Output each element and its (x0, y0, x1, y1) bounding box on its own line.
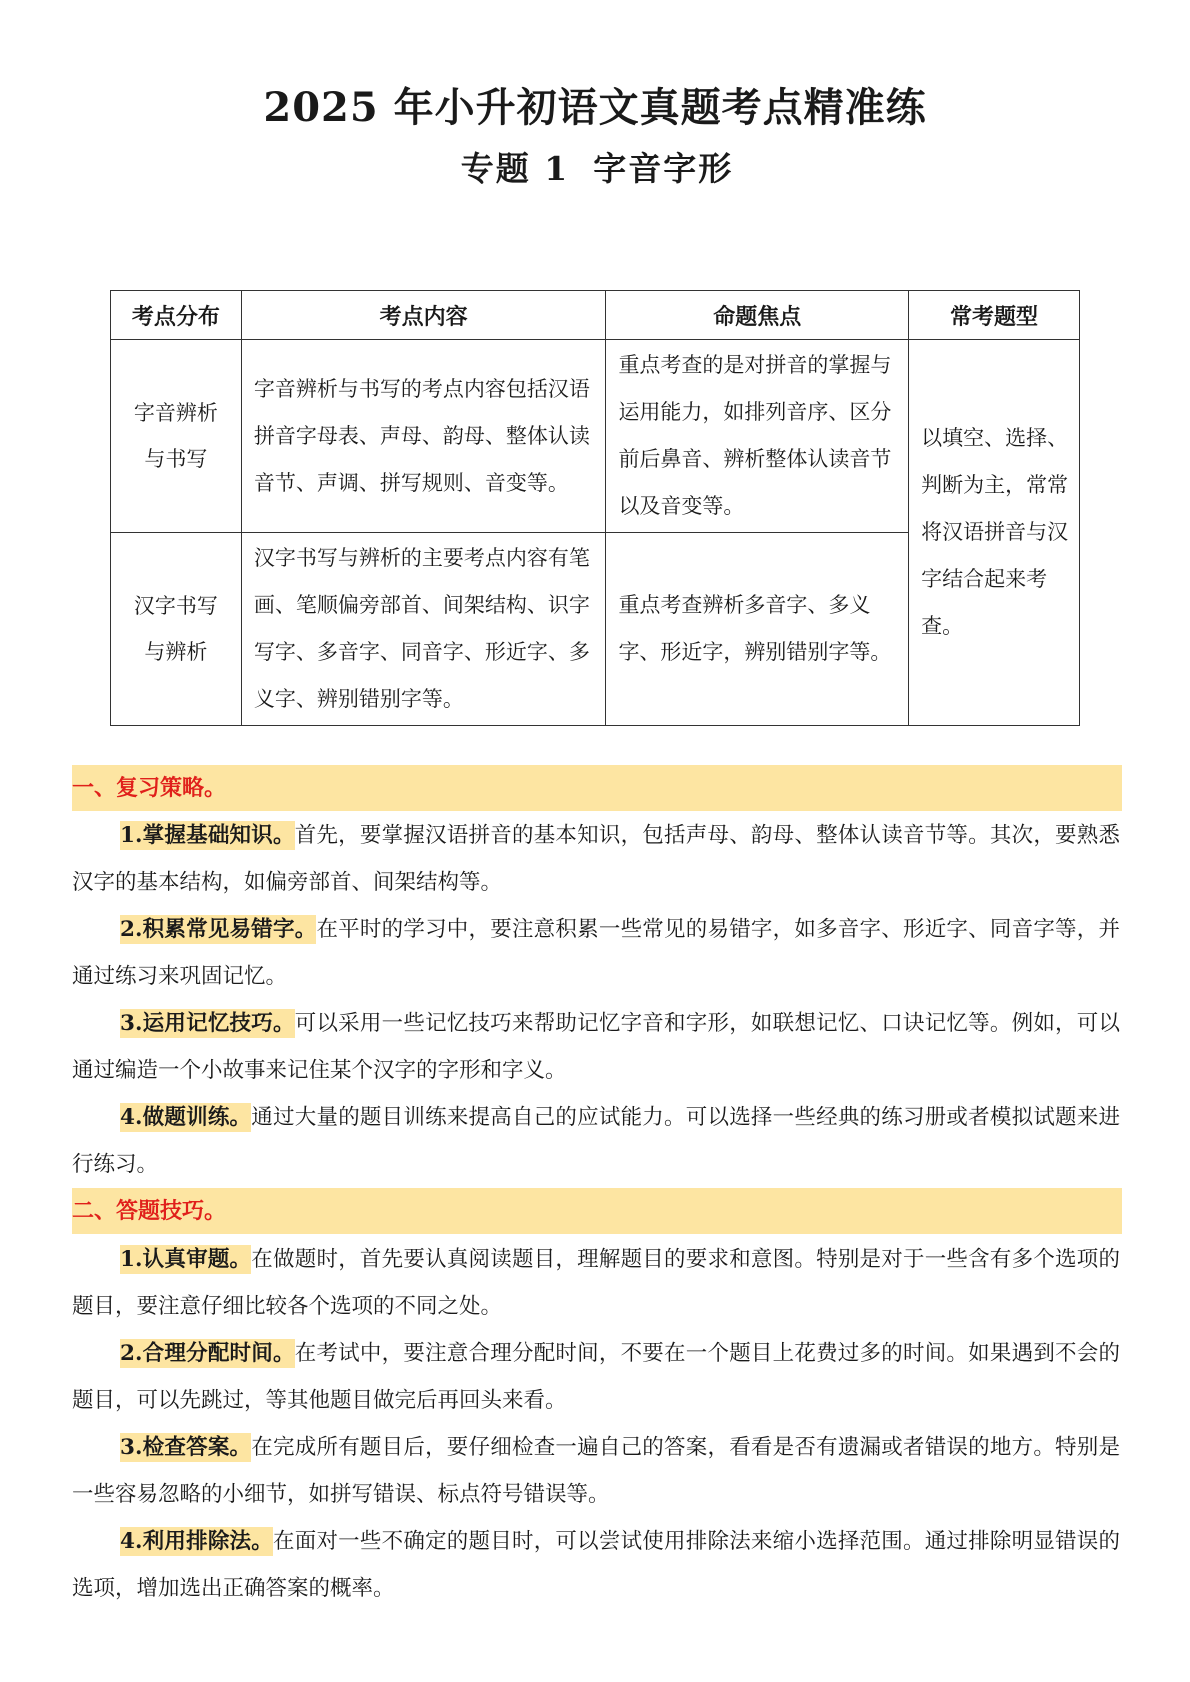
paragraph-lead: 3.运用记忆技巧。 (120, 1011, 295, 1036)
table-header-cell: 命题焦点 (606, 291, 909, 340)
exam-points-table (110, 290, 1080, 726)
paragraph (72, 1330, 1120, 1424)
paragraph (72, 1000, 1120, 1094)
paragraph (72, 1094, 1120, 1188)
table-header-row (111, 291, 1080, 340)
category-cell (111, 340, 242, 533)
category-line: 字音辨析 (133, 401, 218, 425)
paragraph (72, 1236, 1120, 1330)
page-title: 2025 年小升初语文真题考点精准练 (263, 84, 927, 131)
table-row (111, 340, 1080, 533)
section-heading-review: 一、复习策略。 (72, 765, 1122, 811)
focus-cell: 重点考查辨析多音字、多义字、形近字，辨别错别字等。 (606, 533, 909, 726)
table-header-cell: 常考题型 (909, 291, 1080, 340)
paragraph-text: 在考试中，要注意合理分配时间，不要在一个题目上花费过多的时间。如果遇到不会的题目，可以先跳过，等其他题目做完后再回头来看。 (72, 1341, 1120, 1413)
subtitle-prefix: 专题 1 (460, 149, 570, 188)
paragraph-text: 在面对一些不确定的题目时，可以尝试使用排除法来缩小选择范围。通过排除明显错误的选项，增加选出正确答案的概率。 (72, 1529, 1120, 1601)
content-cell: 字音辨析与书写的考点内容包括汉语拼音字母表、声母、韵母、整体认读音节、声调、拼写规则、音变等。 (241, 340, 606, 533)
table-header-cell: 考点内容 (241, 291, 606, 340)
paragraph-lead: 1.掌握基础知识。 (120, 823, 295, 848)
paragraph (72, 812, 1120, 906)
paragraph (72, 906, 1120, 1000)
content-cell: 汉字书写与辨析的主要考点内容有笔画、笔顺偏旁部首、间架结构、识字写字、多音字、同音字、形近字、多义字、辨别错别字等。 (241, 533, 606, 726)
question-types-cell: 以填空、选择、判断为主，常常将汉语拼音与汉字结合起来考查。 (909, 340, 1080, 726)
paragraph-lead: 4.利用排除法。 (120, 1529, 274, 1554)
paragraph-text: 首先，要掌握汉语拼音的基本知识，包括声母、韵母、整体认读音节等。其次，要熟悉汉字的基本结构，如偏旁部首、间架结构等。 (72, 823, 1120, 895)
paragraph (72, 1424, 1120, 1518)
table-header-cell: 考点分布 (111, 291, 242, 340)
subtitle-topic: 字音字形 (593, 149, 734, 188)
section-heading-tips: 二、答题技巧。 (72, 1188, 1122, 1234)
focus-cell: 重点考查的是对拼音的掌握与运用能力，如排列音序、区分前后鼻音、辨析整体认读音节以及音变等。 (606, 340, 909, 533)
paragraph-lead: 3.检查答案。 (120, 1435, 252, 1460)
paragraph-lead: 4.做题训练。 (120, 1105, 252, 1130)
paragraph (72, 1518, 1120, 1612)
category-line: 与辨析 (144, 640, 208, 664)
category-line: 与书写 (144, 447, 208, 471)
page-subtitle (0, 143, 1190, 190)
paragraph-text: 在平时的学习中，要注意积累一些常见的易错字，如多音字、形近字、同音字等，并通过练习来巩固记忆。 (72, 917, 1120, 989)
paragraph-text: 在做题时，首先要认真阅读题目，理解题目的要求和意图。特别是对于一些含有多个选项的题目，要注意仔细比较各个选项的不同之处。 (72, 1247, 1120, 1319)
category-cell (111, 533, 242, 726)
paragraph-lead: 2.合理分配时间。 (120, 1341, 295, 1366)
paragraph-lead: 1.认真审题。 (120, 1247, 252, 1272)
paragraph-text: 可以采用一些记忆技巧来帮助记忆字音和字形，如联想记忆、口诀记忆等。例如，可以通过编造一个小故事来记住某个汉字的字形和字义。 (72, 1011, 1120, 1083)
category-line: 汉字书写 (133, 594, 218, 618)
paragraph-text: 在完成所有题目后，要仔细检查一遍自己的答案，看看是否有遗漏或者错误的地方。特别是一些容易忽略的小细节，如拼写错误、标点符号错误等。 (72, 1435, 1120, 1507)
paragraph-text: 通过大量的题目训练来提高自己的应试能力。可以选择一些经典的练习册或者模拟试题来进行练习。 (72, 1105, 1120, 1177)
paragraph-lead: 2.积累常见易错字。 (120, 917, 317, 942)
